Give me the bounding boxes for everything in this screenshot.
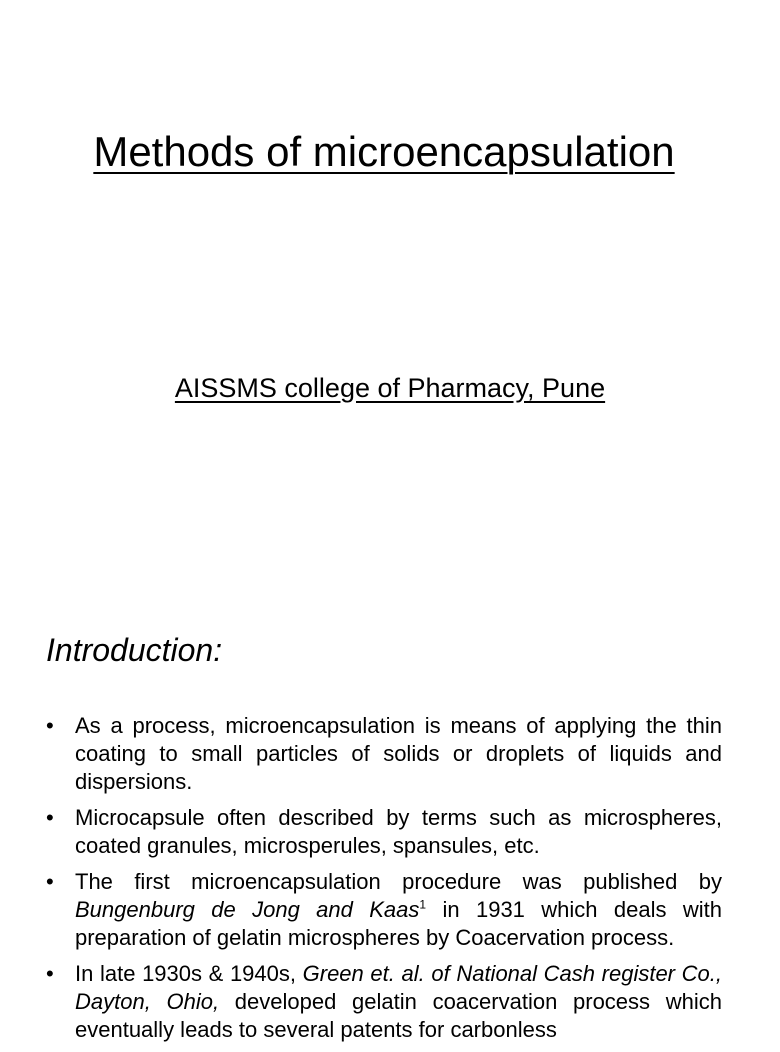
bullet-text-post: developed gelatin coacervation process which eventually leads to several patents for carbonless [75,989,722,1042]
bullet-text-pre: In late 1930s & 1940s, [75,961,303,986]
bullet-dot-icon: • [46,713,54,738]
slide-title: Methods of microencapsulation [93,128,675,175]
bullet-text: Microcapsule often described by terms such as microspheres, coated granules, microsperules, spansules, etc. [75,805,722,858]
footnote-marker: 1 [419,897,427,912]
bullet-item [46,960,722,1044]
bullet-dot-icon: • [46,869,54,894]
bullet-text-post: in 1931 which deals with preparation of gelatin microspheres by Coacervation process. [75,897,723,950]
bullet-list [46,712,722,1052]
bullet-dot-icon: • [46,805,54,830]
bullet-item [46,712,722,796]
bullet-item [46,804,722,860]
bullet-item [46,868,722,952]
bullet-text-italic: Bungenburg de Jong and Kaas [75,897,420,922]
bullet-text-pre: The first microencapsulation procedure was published by [75,869,722,894]
bullet-text: As a process, microencapsulation is means of applying the thin coating to small particles of solids or droplets of liquids and dispersions. [75,713,722,794]
bullet-dot-icon: • [46,961,54,986]
section-heading: Introduction: [46,632,223,668]
bullet-text-italic: Green et. al. of National Cash register Co., Dayton, Ohio, [75,961,722,1014]
slide-subtitle: AISSMS college of Pharmacy, Pune [174,373,606,403]
